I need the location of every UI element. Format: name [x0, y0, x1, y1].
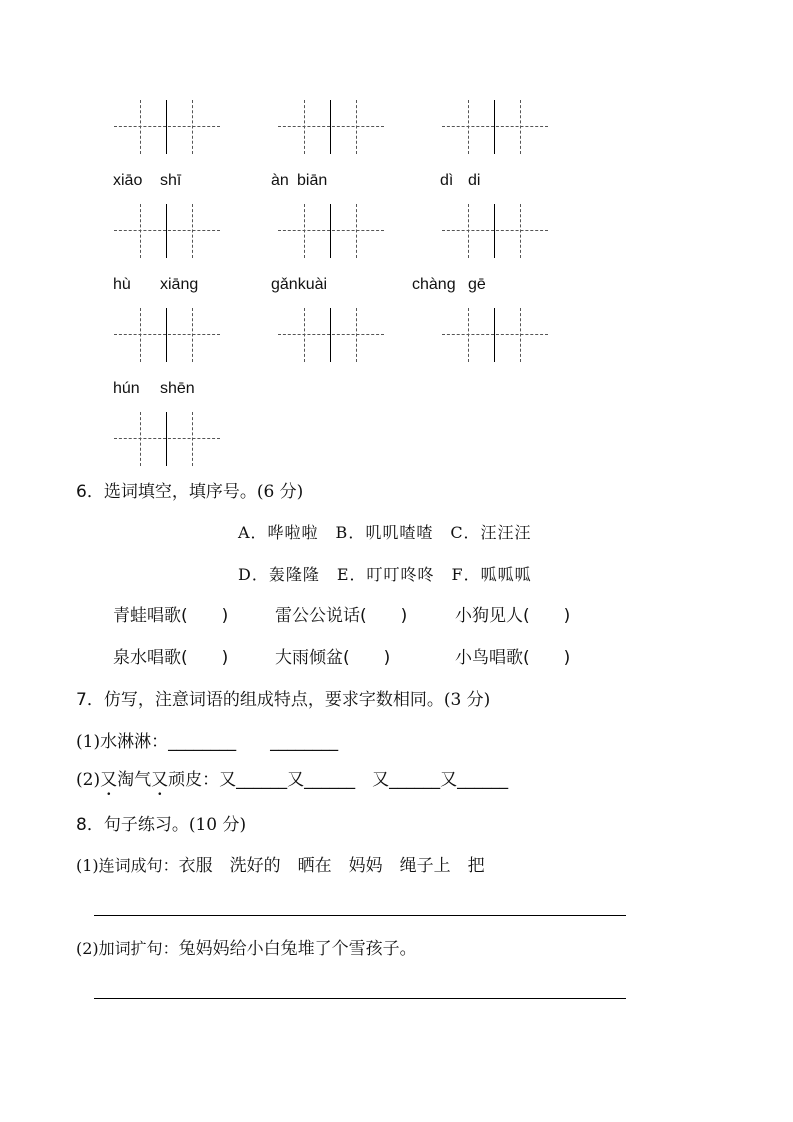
pinyin-syllable: àn — [271, 172, 289, 189]
question-8-heading — [76, 814, 246, 836]
writing-grid[interactable] — [442, 100, 548, 154]
pinyin-syllable: hù — [113, 276, 131, 293]
pinyin-syllable: dì — [440, 172, 454, 189]
question-score: (6 分) — [256, 482, 304, 502]
pinyin-syllable: xiāo — [113, 172, 143, 189]
pinyin-syllable: hún — [113, 380, 140, 397]
question-title: 8．句子练习。 — [76, 815, 189, 835]
writing-grid[interactable] — [114, 412, 220, 466]
answer-line[interactable] — [94, 915, 626, 916]
emphasis-char: 又 — [100, 770, 118, 790]
question-score: (3 分) — [443, 690, 491, 710]
sentence-item-2 — [76, 938, 417, 960]
answer-blanks[interactable]: 又______又______ 又______又______ — [219, 770, 509, 790]
item-number: (2) — [76, 770, 101, 790]
writing-grid[interactable] — [278, 100, 384, 154]
writing-grid[interactable] — [114, 204, 220, 258]
item-label: (2)加词扩句： — [76, 939, 179, 958]
question-title: 7．仿写，注意词语的组成特点，要求字数相同。 — [76, 690, 444, 710]
item-number: (1) — [76, 732, 101, 752]
fill-blank-item[interactable]: 雷公公说话( ) — [275, 606, 408, 626]
question-7-heading — [76, 689, 490, 711]
pinyin-syllable: xiāng — [160, 276, 199, 293]
fill-blank-item[interactable]: 青蛙唱歌( ) — [113, 606, 229, 626]
item-text: 水淋淋： — [100, 732, 169, 752]
pinyin-syllable: shēn — [160, 380, 195, 397]
writing-grid[interactable] — [442, 204, 548, 258]
options-line: A．哗啦啦 B．叽叽喳喳 C．汪汪汪 — [238, 523, 532, 542]
question-score: (10 分) — [188, 815, 247, 835]
options-line: D．轰隆隆 E．叮叮咚咚 F．呱呱呱 — [238, 565, 532, 584]
pinyin-syllable: chàng — [412, 276, 456, 293]
writing-grid[interactable] — [442, 308, 548, 362]
pinyin-syllable: biān — [297, 172, 328, 189]
fill-blank-item[interactable]: 小鸟唱歌( ) — [455, 648, 571, 668]
pinyin-syllable: shī — [160, 172, 182, 189]
scrambled-words: 衣服 洗好的 晒在 妈妈 绳子上 把 — [178, 856, 485, 876]
item-label: (1)连词成句： — [76, 856, 179, 875]
imitation-item-1 — [76, 731, 338, 753]
writing-grid[interactable] — [114, 308, 220, 362]
writing-grid[interactable] — [278, 204, 384, 258]
pinyin-syllable: di — [468, 172, 481, 189]
fill-blank-item[interactable]: 泉水唱歌( ) — [113, 648, 229, 668]
item-text: 淘气 — [117, 770, 152, 790]
question-title: 6．选词填空，填序号。 — [76, 482, 257, 502]
pinyin-syllable: gǎnkuài — [271, 276, 328, 293]
answer-blanks[interactable]: ________ ________ — [168, 732, 339, 752]
writing-grid[interactable] — [278, 308, 384, 362]
imitation-item-2 — [76, 769, 508, 800]
sentence-item-1 — [76, 855, 485, 877]
fill-blank-item[interactable]: 小狗见人( ) — [455, 606, 571, 626]
base-sentence: 兔妈妈给小白兔堆了个雪孩子。 — [178, 939, 417, 959]
fill-blank-item[interactable]: 大雨倾盆( ) — [275, 648, 391, 668]
question-6-heading — [76, 481, 303, 503]
writing-grid[interactable] — [114, 100, 220, 154]
emphasis-char: 又 — [151, 770, 169, 790]
item-text: 顽皮： — [168, 770, 220, 790]
pinyin-syllable: gē — [468, 276, 486, 293]
answer-line[interactable] — [94, 998, 626, 999]
